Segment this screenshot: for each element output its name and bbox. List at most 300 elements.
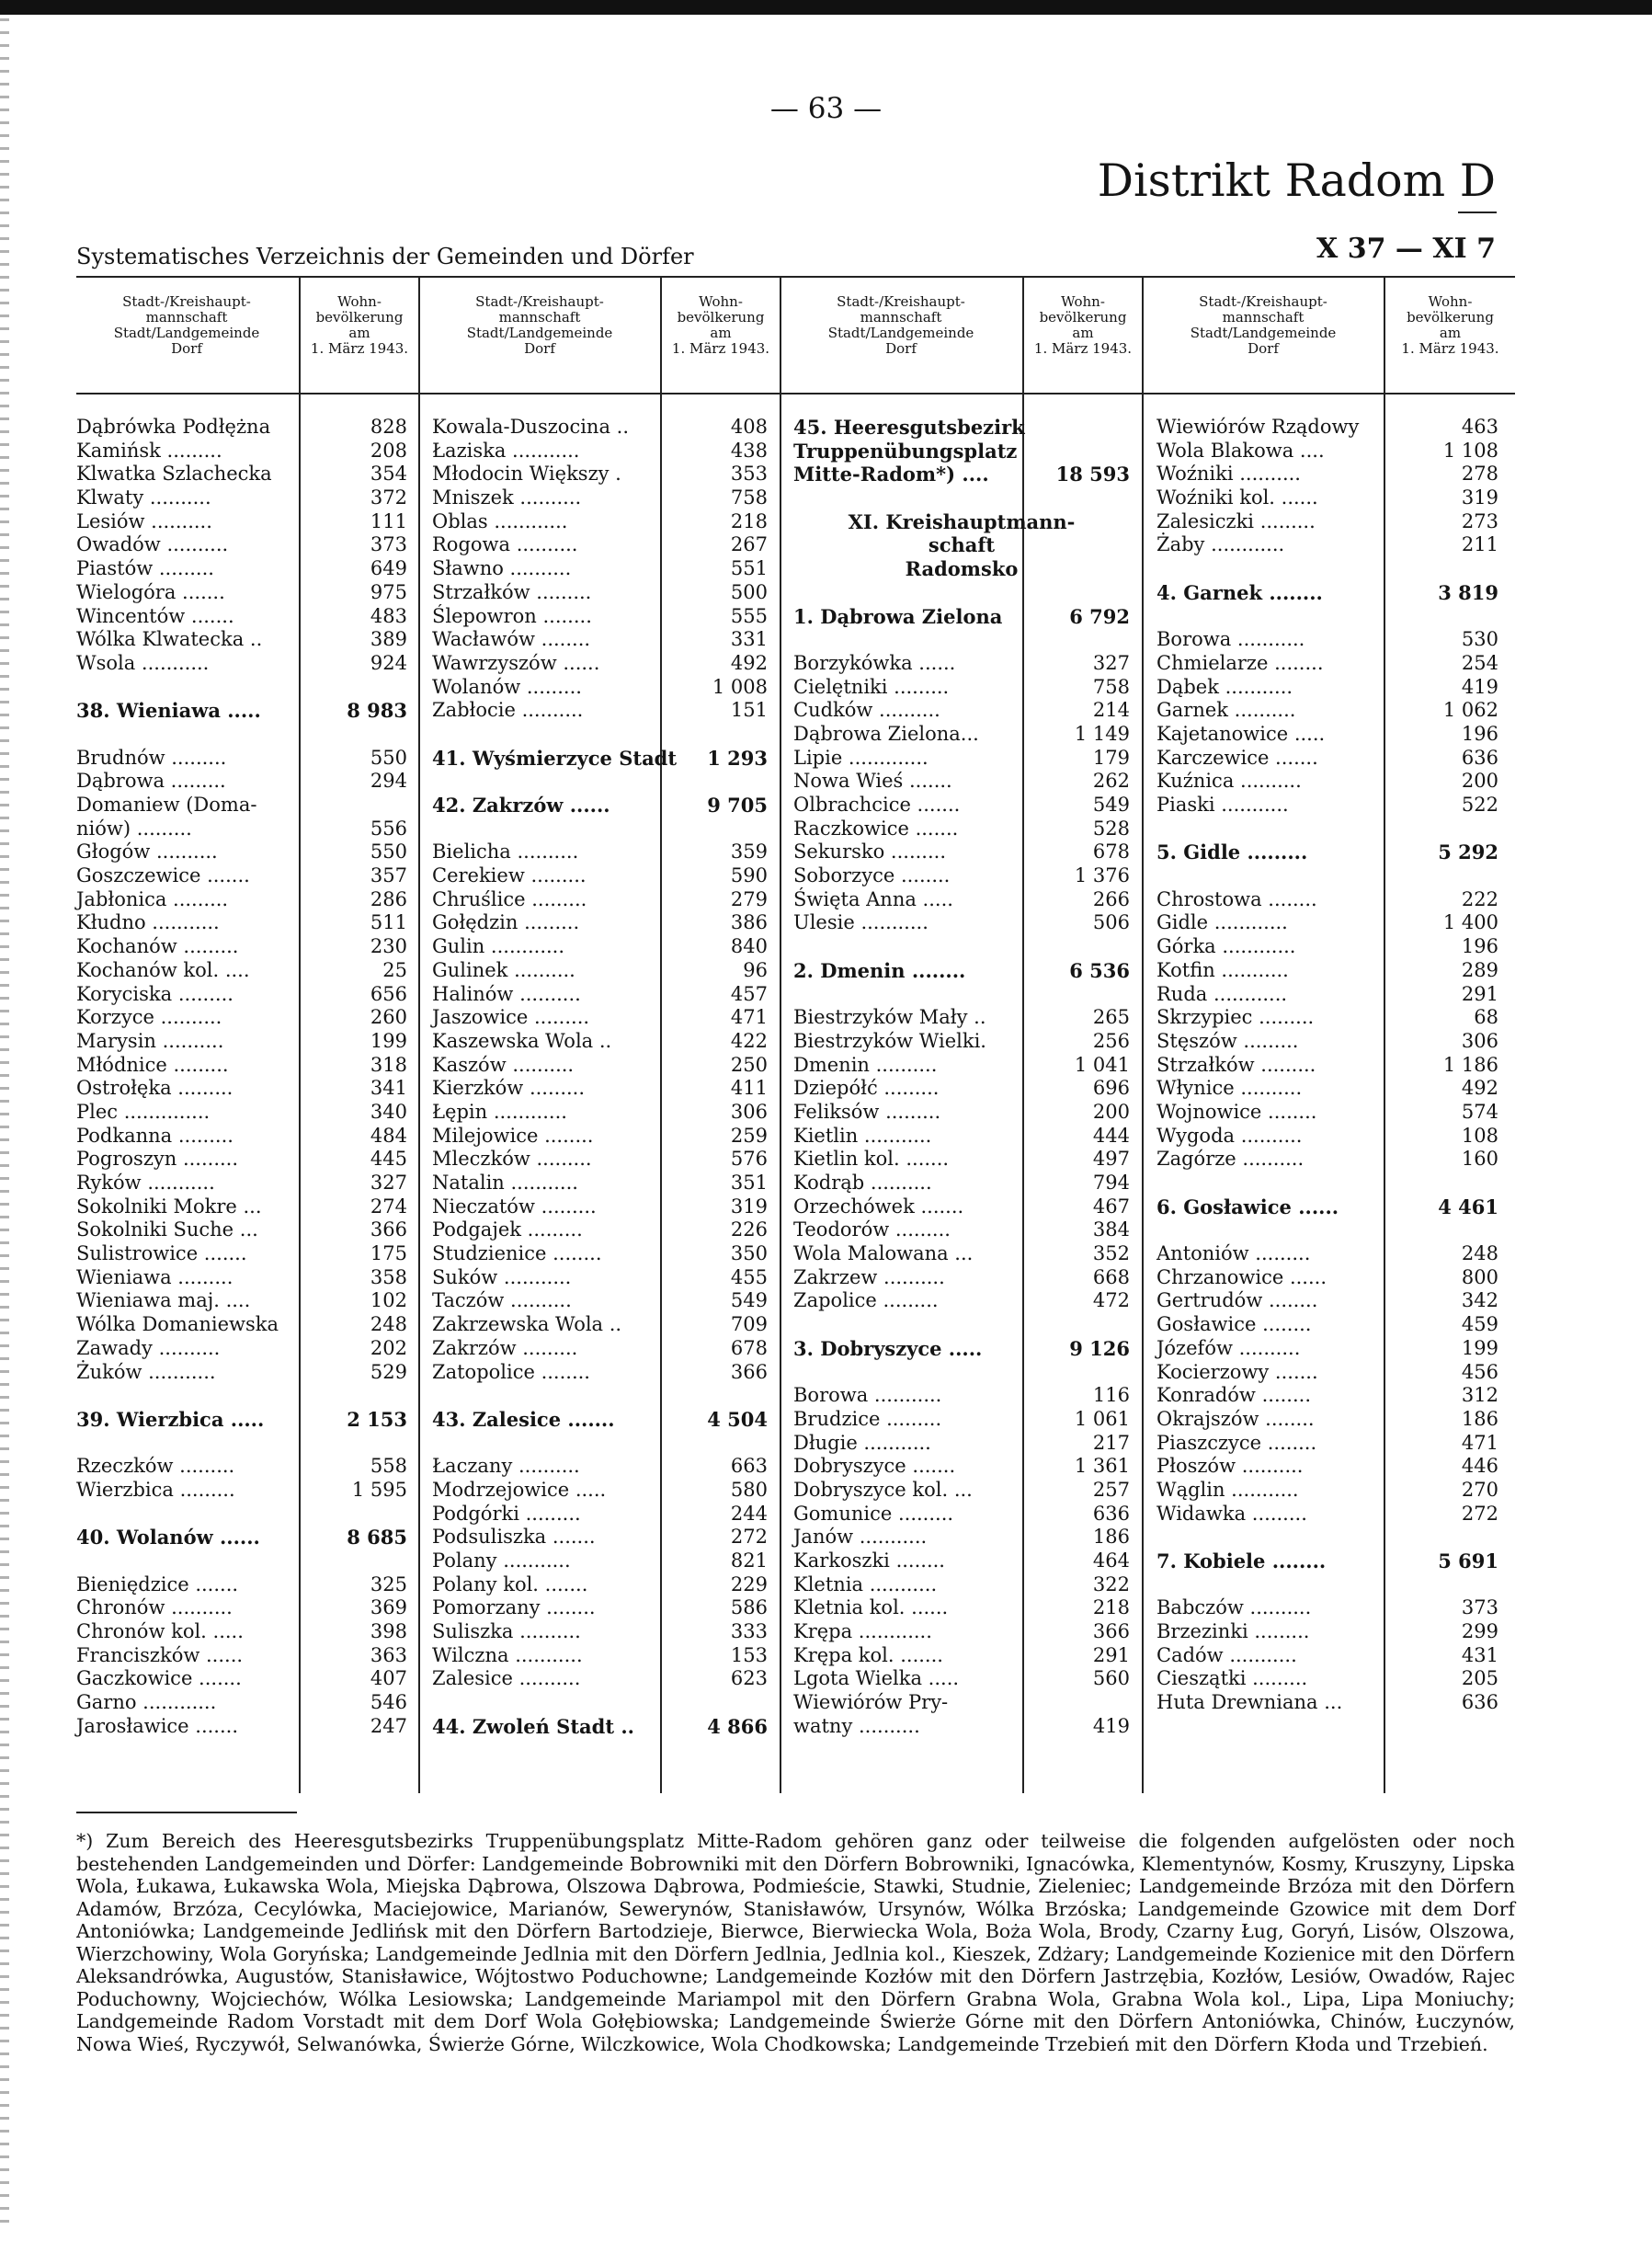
place-name: Studzienice ........ [432,1242,602,1265]
table-row [1156,1313,1498,1337]
population-value: 202 [370,1336,407,1359]
table-row [1156,676,1498,700]
table-row [432,747,768,771]
place-name: Wacławów ........ [432,628,591,651]
place-name: Zatopolice ........ [432,1360,590,1383]
place-name: Orzechówek ....... [793,1195,964,1218]
population-value: 247 [370,1714,407,1737]
table-row [793,1479,1130,1503]
place-name: Kochanów kol. .... [76,958,250,981]
table-row [76,676,407,700]
table-row [76,628,407,652]
table-row [76,1691,407,1715]
table-row [432,1715,768,1739]
table-row [1156,983,1498,1007]
table-row [1156,1620,1498,1644]
col-divider [418,276,420,1793]
place-name: Owadów .......... [76,533,229,556]
table-row [1156,1596,1498,1620]
table-row [432,699,768,723]
population-value: 363 [370,1643,407,1666]
population-value: 266 [1092,887,1130,910]
table-row [432,1101,768,1125]
place-name: 6. Gosławice ...... [1156,1195,1339,1218]
table-row [793,983,1130,1007]
population-value: 456 [1461,1360,1498,1383]
place-name: Gertrudów ........ [1156,1289,1318,1312]
table-row [76,1101,407,1125]
table-row [793,557,1130,581]
table-row [793,818,1130,841]
table-row [793,440,1130,463]
place-name: 45. Heeresgutsbezirk [793,416,1025,439]
table-row [1156,463,1498,486]
population-value: 327 [370,1172,407,1194]
table-row [432,1573,768,1597]
place-name: Kłudno ........... [76,911,220,934]
place-name: Wiewiórów Rządowy [1156,416,1360,438]
table-row [76,1644,407,1668]
table-row [76,1030,407,1054]
table-row [793,770,1130,794]
table-top-rule [76,276,1515,278]
place-name: Suliszka .......... [432,1620,581,1643]
table-row [793,463,1130,486]
table-row [793,1432,1130,1456]
place-name: Lipie ............. [793,746,929,769]
table-row [793,1195,1130,1219]
table-row [76,1006,407,1030]
place-name: Garno ............ [76,1691,217,1714]
population-value: 522 [1461,794,1498,816]
population-value: 267 [730,533,768,556]
place-name: Lesiów .......... [76,509,212,532]
population-value: 678 [730,1336,768,1359]
table-row [432,1644,768,1668]
table-row [793,1667,1130,1691]
population-value: 333 [730,1620,768,1643]
table-row [1156,1503,1498,1526]
population-value: 153 [730,1643,768,1666]
place-name: Karczewice ....... [1156,746,1318,769]
table-row [432,581,768,605]
place-name: Franciszków ...... [76,1643,244,1666]
place-name: Chruślice ......... [432,887,587,910]
table-row [1156,1384,1498,1408]
population-value: 821 [730,1549,768,1572]
table-row [1156,818,1498,841]
place-name: Podkanna ......... [76,1124,234,1147]
table-row [76,1337,407,1361]
table-row [432,911,768,935]
table-row [432,1667,768,1691]
table-row [76,770,407,794]
place-name: Kamińsk ......... [76,439,222,462]
table-row [432,1242,768,1266]
population-value: 265 [1092,1006,1130,1029]
table-row [76,533,407,557]
population-value: 555 [730,604,768,627]
population-value: 924 [370,651,407,674]
population-value: 353 [730,463,768,486]
table-row [793,888,1130,912]
place-name: Kotfin ........... [1156,958,1289,981]
table-row [432,510,768,534]
population-value: 312 [1461,1384,1498,1407]
table-row [76,1620,407,1644]
table-row [1156,1125,1498,1149]
population-value: 551 [730,557,768,580]
table-row [432,1408,768,1432]
place-name: Sokolniki Mokre ... [76,1195,262,1218]
table-row [76,935,407,959]
population-value: 636 [1461,746,1498,769]
population-value: 205 [1461,1667,1498,1690]
place-name: Lgota Wielka ..... [793,1667,960,1690]
population-value: 471 [730,1006,768,1029]
place-name: Chmielarze ........ [1156,651,1324,674]
table-row [76,840,407,864]
table-row [793,864,1130,888]
population-value: 327 [1092,651,1130,674]
place-name: Górka ............ [1156,935,1296,958]
table-row [1156,1054,1498,1078]
population-value: 254 [1461,651,1498,674]
table-row [1156,533,1498,557]
place-name: Wawrzyszów ...... [432,651,600,674]
place-name: Zakrzew .......... [793,1265,945,1288]
header-name-col-4: Stadt-/Kreishaupt- mannschaft Stadt/Landgemeinde Dorf [1190,293,1337,357]
population-value: 500 [730,580,768,603]
place-name: Gołędzin ......... [432,911,580,934]
table-row [793,416,1130,440]
population-value: 463 [1461,416,1498,438]
table-row [793,699,1130,723]
table-row [432,486,768,510]
place-name: Jarosławice ....... [76,1714,239,1737]
place-name: Garnek .......... [1156,699,1296,722]
table-row [76,1195,407,1219]
place-name: Józefów .......... [1156,1336,1301,1359]
population-value: 386 [730,911,768,934]
population-value: 278 [1461,463,1498,486]
population-value: 444 [1092,1124,1130,1147]
population-value: 366 [730,1360,768,1383]
population-value: 840 [730,935,768,958]
population-value: 574 [1461,1100,1498,1123]
place-name: Podsuliszka ....... [432,1526,596,1549]
population-value: 291 [1092,1643,1130,1666]
table-row [1156,581,1498,605]
table-row [76,1266,407,1290]
population-value: 218 [730,509,768,532]
population-value: 558 [370,1455,407,1478]
population-value: 274 [370,1195,407,1218]
population-value: 492 [1461,1077,1498,1100]
table-row [793,840,1130,864]
population-value: 273 [1461,509,1498,532]
population-value: 472 [1092,1289,1130,1312]
place-name: Biestrzyków Wielki. [793,1029,986,1052]
population-value: 445 [370,1148,407,1171]
table-row [76,911,407,935]
place-name: Konradów ........ [1156,1384,1311,1407]
population-value: 200 [1461,770,1498,793]
population-value: 459 [1461,1313,1498,1336]
population-value: 1 400 [1442,911,1498,934]
table-row [793,1030,1130,1054]
population-value: 352 [1092,1242,1130,1265]
place-name: Ryków ........... [76,1172,215,1194]
table-row [76,1408,407,1432]
population-value: 758 [730,486,768,509]
table-row [76,1313,407,1337]
table-row [432,1691,768,1715]
place-name: Zawady .......... [76,1336,221,1359]
population-value: 800 [1461,1265,1498,1288]
table-row [432,1313,768,1337]
population-value: 179 [1092,746,1130,769]
place-name: Długie ........... [793,1431,931,1454]
place-name: Teodorów ......... [793,1218,951,1241]
population-value: 226 [730,1218,768,1241]
place-name: Gosławice ........ [1156,1313,1312,1336]
population-value: 160 [1461,1148,1498,1171]
population-value: 200 [1092,1100,1130,1123]
place-name: Zagórze .......... [1156,1148,1305,1171]
place-name: Soborzyce ........ [793,864,951,887]
population-value: 1 186 [1442,1053,1498,1076]
table-row [1156,747,1498,771]
population-value: 111 [370,509,407,532]
place-name: Borowa ........... [1156,628,1305,651]
place-name: Milejowice ........ [432,1124,594,1147]
place-name: Korzyce .......... [76,1006,222,1029]
table-row [432,794,768,818]
table-row [793,510,1130,534]
population-value: 668 [1092,1265,1130,1288]
population-value: 678 [1092,840,1130,863]
population-value: 257 [1092,1478,1130,1501]
table-row [76,723,407,747]
population-value: 230 [370,935,407,958]
place-name: Sulistrowice ....... [76,1242,247,1265]
table-row [432,416,768,440]
population-value: 560 [1092,1667,1130,1690]
place-name: Wsola ........... [76,651,210,674]
place-name: Kaszewska Wola .. [432,1029,612,1052]
table-row [1156,510,1498,534]
place-name: Strzałków ......... [432,580,592,603]
population-value: 696 [1092,1077,1130,1100]
place-name: Okrajszów ........ [1156,1407,1315,1430]
place-name: Dmenin .......... [793,1053,938,1076]
population-value: 1 361 [1074,1455,1130,1478]
table-row [1156,1691,1498,1715]
place-name: Karkoszki ........ [793,1549,945,1572]
table-row [76,416,407,440]
population-value: 116 [1092,1384,1130,1407]
table-row [793,1549,1130,1573]
table-row [1156,486,1498,510]
table-row [1156,557,1498,581]
table-row [432,628,768,652]
population-value: 9 705 [707,794,768,817]
place-name: Kietlin ........... [793,1124,932,1147]
table-row [76,1667,407,1691]
table-row [793,1596,1130,1620]
scan-left-edge [0,18,9,2225]
table-row [1156,1526,1498,1549]
place-name: Wólka Domaniewska [76,1313,279,1336]
header-name-col-3: Stadt-/Kreishaupt- mannschaft Stadt/Landgemeinde Dorf [827,293,974,357]
table-row [76,1218,407,1242]
population-value: 389 [370,628,407,651]
table-row [76,1148,407,1172]
population-value: 467 [1092,1195,1130,1218]
population-value: 398 [370,1620,407,1643]
population-value: 272 [1461,1502,1498,1525]
population-value: 318 [370,1053,407,1076]
table-row [76,794,407,818]
place-name: Ostrołęka ......... [76,1077,234,1100]
population-value: 196 [1461,935,1498,958]
place-name: Mniszek .......... [432,486,582,509]
place-name: 7. Kobiele ........ [1156,1549,1327,1572]
population-value: 291 [1461,982,1498,1005]
table-row [432,983,768,1007]
place-name: Dobryszyce kol. ... [793,1478,973,1501]
place-name: Cerekiew ......... [432,864,587,887]
place-name: Wola Malowana ... [793,1242,974,1265]
place-name: Kaszów .......... [432,1053,575,1076]
place-name: Gomunice ......... [793,1502,954,1525]
table-row [76,983,407,1007]
place-name: Raczkowice ....... [793,817,959,840]
place-name: Brudzice ......... [793,1407,942,1430]
table-row [76,581,407,605]
population-value: 529 [370,1360,407,1383]
population-value: 1 108 [1442,439,1498,462]
population-value: 248 [1461,1242,1498,1265]
table-row [1156,959,1498,983]
population-value: 506 [1092,911,1130,934]
place-name: Woźniki kol. ...... [1156,486,1318,509]
table-row [1156,864,1498,888]
place-name: Włynice .......... [1156,1077,1303,1100]
place-name: Marysin .......... [76,1029,224,1052]
place-name: Dąbrowa ......... [76,770,226,793]
table-row [793,1503,1130,1526]
place-name: Piaski ........... [1156,794,1289,816]
place-name: Kuźnica .......... [1156,770,1302,793]
table-row [76,463,407,486]
place-name: Bielicha .......... [432,840,579,863]
population-value: 758 [1092,675,1130,698]
table-row [76,1596,407,1620]
place-name: Krępa ............ [793,1620,932,1643]
table-row [76,1526,407,1549]
table-row [793,1644,1130,1668]
place-name: Rogowa .......... [432,533,578,556]
place-name: Cielętniki ......... [793,675,950,698]
place-name: Dąbek ........... [1156,675,1293,698]
table-row [1156,1077,1498,1101]
table-row [793,652,1130,676]
population-value: 5 691 [1438,1549,1498,1572]
place-name: Dąbrowa Zielona... [793,722,979,745]
table-row [1156,1644,1498,1668]
place-name: Sekursko ......... [793,840,947,863]
table-row [793,486,1130,510]
population-value: 530 [1461,628,1498,651]
population-value: 151 [730,699,768,722]
place-name: Krępa kol. ....... [793,1643,943,1666]
table-row [76,557,407,581]
population-value: 279 [730,887,768,910]
table-row [432,959,768,983]
table-header-rule [76,393,1515,394]
table-row [793,1573,1130,1597]
table-row [1156,1479,1498,1503]
population-value: 455 [730,1265,768,1288]
place-name: Święta Anna ..... [793,887,953,910]
table-row [76,1503,407,1526]
table-row [1156,416,1498,440]
place-name: Wincentów ....... [76,604,234,627]
place-name: Stęszów ......... [1156,1029,1299,1052]
table-row [76,1432,407,1456]
table-row [76,605,407,629]
table-row [1156,699,1498,723]
population-value: 322 [1092,1572,1130,1595]
table-row [432,1172,768,1195]
place-name: Babczów .......... [1156,1596,1312,1619]
table-row [432,1361,768,1385]
table-row [76,1384,407,1408]
place-name: Olbrachcice ....... [793,794,961,816]
population-value: 199 [370,1029,407,1052]
place-name: Borowa ........... [793,1384,942,1407]
population-value: 214 [1092,699,1130,722]
population-value: 586 [730,1596,768,1619]
place-name: Wielogóra ....... [76,580,225,603]
population-value: 457 [730,982,768,1005]
place-name: Janów ........... [793,1526,928,1549]
table-row [793,1172,1130,1195]
population-value: 18 593 [1055,463,1130,486]
population-value: 372 [370,486,407,509]
place-name: Wierzbica ......... [76,1478,235,1501]
table-row [1156,935,1498,959]
table-column-2 [432,416,768,1739]
place-name: Gidle ............ [1156,911,1288,934]
place-name: Halinów .......... [432,982,581,1005]
population-value: 550 [370,746,407,769]
place-name: Młodocin Większy . [432,463,621,486]
population-value: 419 [1461,675,1498,698]
table-row [793,1526,1130,1549]
population-value: 1 061 [1074,1407,1130,1430]
place-name: Kletnia kol. ...... [793,1596,949,1619]
population-value: 6 536 [1069,958,1130,982]
table-column-4 [1156,416,1498,1715]
scan-top-border [0,0,1652,15]
place-name: Wieniawa ......... [76,1265,234,1288]
place-name: Cudków .......... [793,699,940,722]
population-value: 354 [370,463,407,486]
directory-heading: Systematisches Verzeichnis der Gemeinden und Dörfer [76,244,694,269]
